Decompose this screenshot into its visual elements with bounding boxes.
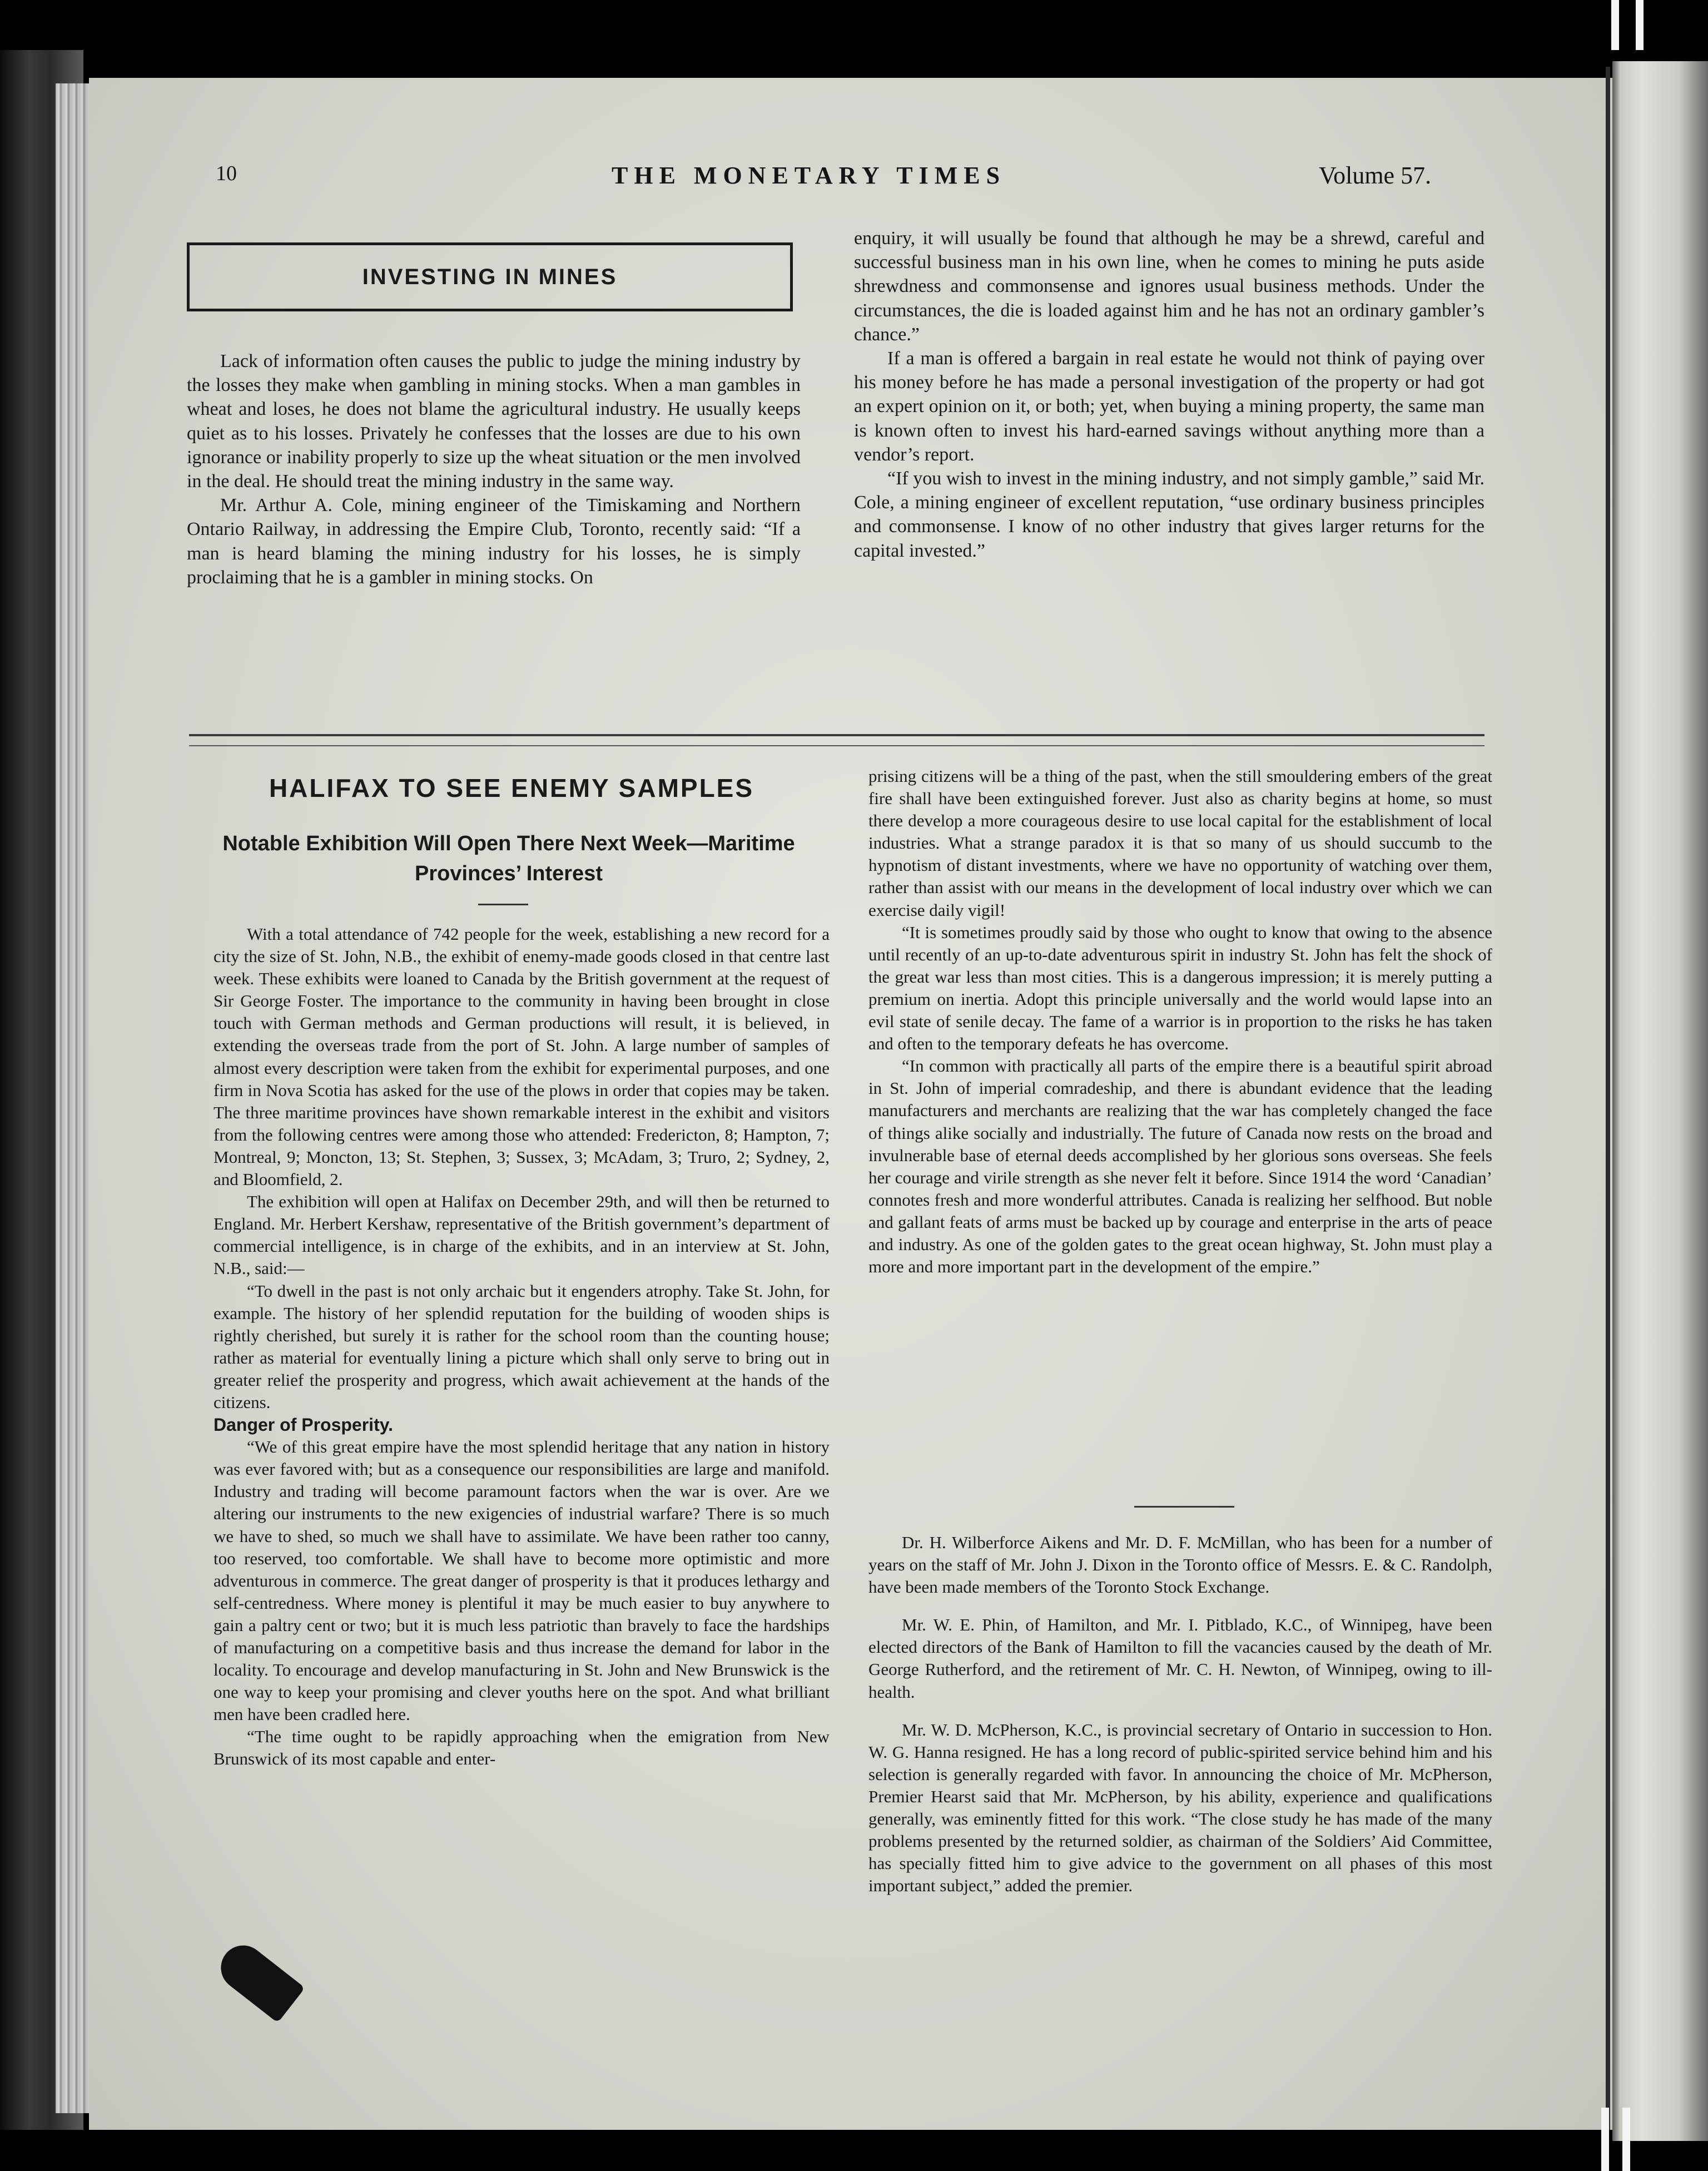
facing-page-edge bbox=[1612, 61, 1708, 2141]
notice: Mr. W. D. McPherson, K.C., is provincial secretary of Ontario in succession to Hon. W. G. Hanna resigned. He has a long record of public-spirited service behind him and his selection is generally regarded with favor. In announcing the choice of Mr. McPherson, Premier Hearst said that Mr. McPherson, by his ability, experience and qualifications generally, was eminently fitted for this work. “The close study he has made of the many problems presented by the returned soldier, as chairman of the Soldiers’ Aid Committee, has specially fitted him to give advice to the government on all phases of this most important subject,” added the premier. bbox=[868, 1719, 1492, 1896]
mines-headline: INVESTING IN MINES bbox=[362, 264, 618, 289]
paragraph: “To dwell in the past is not only archaic but it engenders atrophy. Take St. John, for example. The history of her splendid reputation for the building of wooden ships is rightly cherished, but surely it is rather for the school room than the counting house; rather as material for eventually lining a picture which shall only serve to bring out in greater relief the prosperity and progress, which await achievement at the hands of the citizens. bbox=[214, 1281, 830, 1412]
paragraph: The exhibition will open at Halifax on December 29th, and will then be returned to England. Mr. Herbert Kershaw, representative of the British government’s department of commercial intelligence, is in charge of the exhibits, and in an interview at St. John, N.B., said:— bbox=[214, 1192, 830, 1278]
paragraph: “The time ought to be rapidly approaching when the emigration from New Brunswick of its most capable and enter- bbox=[214, 1727, 830, 1769]
mines-right-column bbox=[854, 226, 1484, 563]
paragraph: “In common with practically all parts of the empire there is a beautiful spirit abroad in St. John of imperial comradeship, and there is abundant evidence that the leading manufacturers and merchants are realizing that the war has completely changed the face of things alike socially and industrially. The future of Canada now rests on the broad and invulnerable base of eternal deeds accomplished by her glorious sons overseas. She feels her courage and virile strength as she never felt it before. Since 1914 the word ‘Canadian’ connotes fresh and more wonderful attributes. Canada is realizing her selfhood. But noble and gallant feats of arms must be backed up by courage and enterprise in the arts of peace and industry. As one of the golden gates to the great ocean highway, St. John must play a more and more important part in the development of the empire.” bbox=[868, 1056, 1492, 1277]
paragraph: enquiry, it will usually be found that although he may be a shrewd, careful and successful business man in his own line, when he comes to mining he puts aside shrewdness and commonsense and ignores usual business methods. Under the circumstances, the die is loaded against him and he has not an ordinary gambler’s chance.” bbox=[854, 228, 1484, 345]
page-stack-left bbox=[56, 83, 89, 2113]
volume-label: Volume 57. bbox=[1319, 162, 1432, 189]
scan-mark bbox=[1611, 0, 1619, 50]
halifax-left-column bbox=[214, 923, 830, 1771]
paragraph: “It is sometimes proudly said by those who ought to know that owing to the absence until recently of an up-to-date adventurous spirit in industry St. John has felt the shock of the great war less than most cities. This is a dangerous impression; it is merely putting a premium on inertia. Adopt this principle universally and the world would lapse into an evil state of senile decay. The fame of a warrior is in proportion to the risks he has taken and often to the temporary defeats he has overcome. bbox=[868, 922, 1492, 1054]
paragraph: “If you wish to invest in the mining industry, and not simply gamble,” said Mr. Cole, a mining engineer of excellent reputation, “use ordinary business principles and commonsense. I know of no other industry that gives larger returns for the capital invested.” bbox=[854, 468, 1484, 561]
mines-left-column bbox=[187, 349, 801, 589]
paragraph: Mr. Arthur A. Cole, mining engineer of the Timiskaming and Northern Ontario Railway, in addressing the Empire Club, Toronto, recently said: “If a man is heard blaming the mining industry for his losses, he is simply proclaiming that he is a gambler in mining stocks. On bbox=[187, 495, 801, 588]
short-rule bbox=[478, 904, 528, 905]
paragraph: Lack of information often causes the public to judge the mining industry by the losses they make when gambling in mining stocks. When a man gambles in wheat and loses, he does not blame the agricultural industry. He usually keeps quiet as to his losses. Privately he confesses that the losses are due to his own ignorance or inability properly to size up the wheat situation or the men involved in the deal. He should treat the mining industry in the same way. bbox=[187, 351, 801, 492]
scan-mark bbox=[1622, 2108, 1630, 2171]
halifax-headline: HALIFAX TO SEE ENEMY SAMPLES bbox=[269, 774, 754, 802]
section-divider bbox=[189, 734, 1484, 736]
scan-mark bbox=[1601, 2108, 1609, 2171]
paragraph: prising citizens will be a thing of the past, when the still smouldering embers of the great fire shall have been extinguished forever. Just also as charity begins at home, so must there develop a more courageous desire to use local capital for the establishment of local industries. What a strange paradox it is that so many of us should succumb to the hypnotism of distant investments, where we have no opportunity of watching over them, rather than assist with our means in the development of local industry over which we can exercise daily vigil! bbox=[868, 766, 1492, 920]
notice: Dr. H. Wilberforce Aikens and Mr. D. F. McMillan, who has been for a number of years on the staff of Mr. John J. Dixon in the Toronto office of Messrs. E. & C. Randolph, have been made members of the Toronto Stock Exchange. bbox=[868, 1533, 1492, 1597]
publication-title: THE MONETARY TIMES bbox=[612, 162, 1006, 189]
paragraph: “We of this great empire have the most splendid heritage that any nation in history was ever favored with; but as a consequence our responsibilities are large and manifold. Industry and trading will become paramount factors when the war is over. Are we altering our instruments to the new exigencies of industrial warfare? There is so much we have to shed, so much we shall have to assimilate. We have been rather too canny, too reserved, too comfortable. We shall have to become more optimistic and more adventurous in commerce. The great danger of prosperity is that it produces lethargy and self-centredness. Where money is plentiful it may be much easier to buy anywhere to gain a paltry cent or two; but it is much less patriotic than bravely to face the hardships of manufacturing on a competitive basis and thus increase the demand for labor in the locality. To encourage and develop manufacturing in St. John and New Brunswick is the one way to keep your promising and clever youths here on the spot. And what brilliant men have been cradled here. bbox=[214, 1437, 830, 1724]
paragraph: If a man is offered a bargain in real estate he would not think of paying over his money before he has made a personal investigation of the property or had got an expert opinion on it, or both; yet, when buying a mining property, the same man is known often to invest his hard-earned savings without anything more than a vendor’s report. bbox=[854, 348, 1484, 465]
section-divider-thin bbox=[189, 745, 1484, 746]
halifax-right-column bbox=[868, 765, 1492, 1278]
notice: Mr. W. E. Phin, of Hamilton, and Mr. I. Pitblado, K.C., of Winnipeg, have been elected directors of the Bank of Hamilton to fill the vacancies caused by the death of Mr. George Rutherford, and the retirement of Mr. C. H. Newton, of Winnipeg, owing to ill-health. bbox=[868, 1615, 1492, 1702]
gutter-line bbox=[1606, 67, 1610, 2130]
scan-mark bbox=[1636, 0, 1644, 50]
page-number: 10 bbox=[216, 162, 237, 185]
mines-headline-box bbox=[187, 242, 793, 311]
notices-column bbox=[868, 1531, 1492, 1897]
paragraph: With a total attendance of 742 people for the week, establishing a new record for a city the size of St. John, N.B., the exhibit of enemy-made goods closed in that centre last week. These exhibits were loaned to Canada by the British government at the request of Sir George Foster. The importance to the community in having been brought in close touch with German methods and German productions will result, it is believed, in extending the overseas trade from the port of St. John. A large number of samples of almost every description were taken from the exhibit for experimental purposes, and one firm in Nova Scotia has asked for the use of the plows in order that copies may be taken. The three maritime provinces have shown remarkable interest in the exhibit and visitors from the following centres were among those who attended: Fredericton, 8; Hampton, 7; Montreal, 9; Moncton, 13; St. Stephen, 3; Sussex, 3; McAdam, 3; Truro, 2; Sydney, 2, and Bloomfield, 2. bbox=[214, 924, 830, 1189]
short-rule bbox=[1134, 1506, 1234, 1508]
side-heading: Danger of Prosperity. bbox=[214, 1415, 394, 1435]
halifax-subheadline: Notable Exhibition Will Open There Next Week—Maritime Provinces’ Interest bbox=[222, 832, 795, 885]
